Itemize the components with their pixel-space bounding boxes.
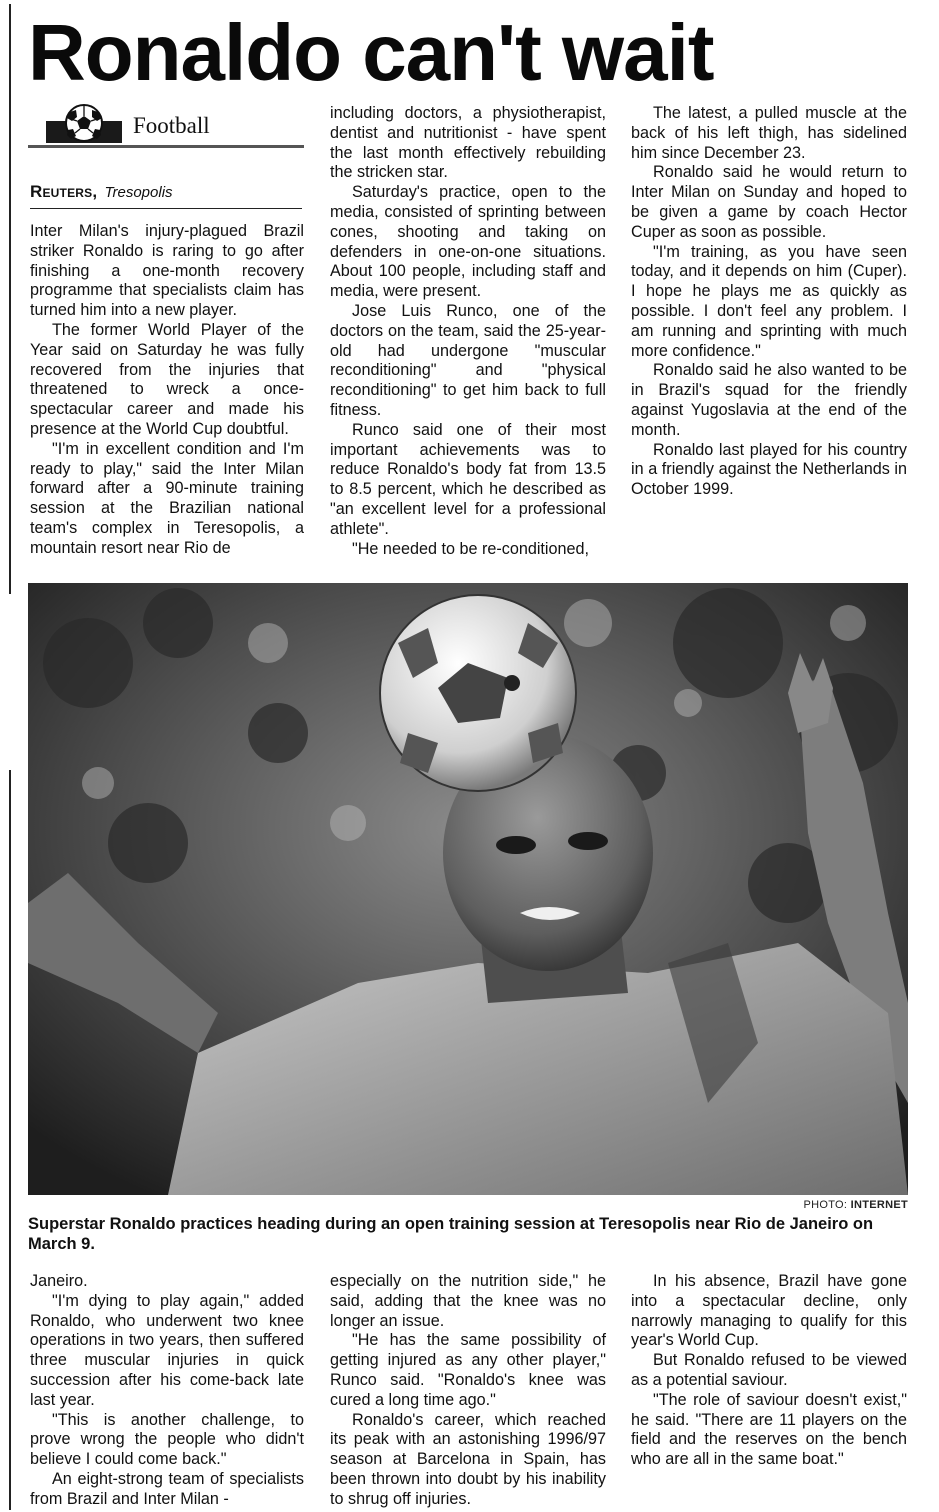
paragraph: "This is another challenge, to prove wrong the people who didn't believe I could come back." [30, 1410, 304, 1469]
paragraph: including doctors, a physiotherapist, dentist and nutritionist - have spent the last month effectively rebuilding the stricken star. [330, 104, 606, 182]
paragraph: Ronaldo's career, which reached its peak with an astonishing 1996/97 season at Barcelona in Spain, has been thrown into doubt by his inability to shrug off injuries. [330, 1410, 606, 1508]
news-photo [28, 583, 908, 1195]
paragraph: In his absence, Brazil have gone into a spectacular decline, only narrowly managing to qualify for this year's World Cup. [631, 1272, 907, 1350]
paragraph: "I'm training, as you have seen today, and it depends on him (Cuper). I hope he plays me as quickly as possible. I don't feel any problem. I am running and sprinting with much more confidence." [631, 242, 907, 360]
article-column-1 [30, 222, 304, 559]
paragraph: "The role of saviour doesn't exist," he said. "There are 11 players on the field and the reserves on the bench who are all in the same boat." [631, 1390, 907, 1469]
section-tag [28, 103, 304, 148]
margin-rule-bottom [9, 770, 11, 1510]
paragraph: Ronaldo last played for his country in a friendly against the Netherlands in October 1999. [631, 440, 907, 499]
photo-caption: Superstar Ronaldo practices heading during an open training session at Teresopolis near Rio de Janeiro on March 9. [28, 1215, 874, 1253]
photo-credit [803, 1199, 908, 1211]
article-column-6 [631, 1272, 907, 1470]
paragraph: Runco said one of their most important achievements was to reduce Ronaldo's body fat from 13.5 to 8.5 percent, which he described as "an excellent level for a professional athlete". [330, 420, 606, 538]
photo-illustration [28, 583, 908, 1195]
headline: Ronaldo can't wait [28, 8, 714, 97]
byline-agency: Reuters, [30, 182, 98, 201]
paragraph: Ronaldo said he would return to Inter Milan on Sunday and hoped to be given a game by coach Hector Cuper as soon as possible. [631, 163, 907, 241]
paragraph: Janeiro. [30, 1272, 88, 1290]
paragraph: especially on the nutrition side," he said, adding that the knee was no longer an issue. [330, 1272, 606, 1330]
soccer-ball-icon [46, 104, 122, 144]
paragraph: "I'm dying to play again," added Ronaldo, who underwent two knee operations in two years, then suffered three muscular injuries in quick succession after his come-back late last year. [30, 1291, 304, 1409]
paragraph: Inter Milan's injury-plagued Brazil striker Ronaldo is raring to go after finishing a one-month recovery programme that specialists claim has turned him into a new player. [30, 222, 304, 320]
paragraph: Ronaldo said he also wanted to be in Brazil's squad for the friendly against Yugoslavia at the end of the month. [631, 361, 907, 439]
photo-credit-source: INTERNET [850, 1199, 908, 1211]
paragraph: An eight-strong team of specialists from Brazil and Inter Milan - [30, 1469, 304, 1508]
article-column-2 [330, 104, 606, 559]
photo-credit-label: PHOTO: [803, 1199, 848, 1211]
margin-rule-top [9, 4, 11, 594]
article-column-4 [30, 1272, 304, 1510]
paragraph: "He has the same possibility of getting injured as any other player," Runco said. "Ronaldo's knee was cured a long time ago." [330, 1331, 606, 1409]
paragraph: But Ronaldo refused to be viewed as a potential saviour. [631, 1351, 907, 1389]
section-label: Football [133, 113, 210, 138]
byline [30, 182, 302, 209]
byline-place: Tresopolis [104, 184, 173, 201]
paragraph: Saturday's practice, open to the media, consisted of sprinting between cones, shooting and taking on defenders in one-on-one situations. About 100 people, including staff and media, were present. [330, 183, 606, 301]
paragraph: The former World Player of the Year said on Saturday he was fully recovered from the injuries that threatened to wreck a once-spectacular career and made his presence at the World Cup doubtful. [30, 320, 304, 438]
paragraph: "I'm in excellent condition and I'm ready to play," said the Inter Milan forward after a 90-minute training session at the Brazilian national team's complex in Teresopolis, a mountain resort near Rio de [30, 439, 304, 557]
paragraph: "He needed to be re-conditioned, [352, 539, 590, 558]
article-column-5 [330, 1272, 606, 1510]
paragraph: The latest, a pulled muscle at the back of his left thigh, has sidelined him since December 23. [631, 104, 907, 162]
article-column-3 [631, 104, 907, 500]
paragraph: Jose Luis Runco, one of the doctors on the team, said the 25-year-old had undergone "muscular reconditioning" and "physical reconditioning" to get him back to full fitness. [330, 301, 606, 419]
